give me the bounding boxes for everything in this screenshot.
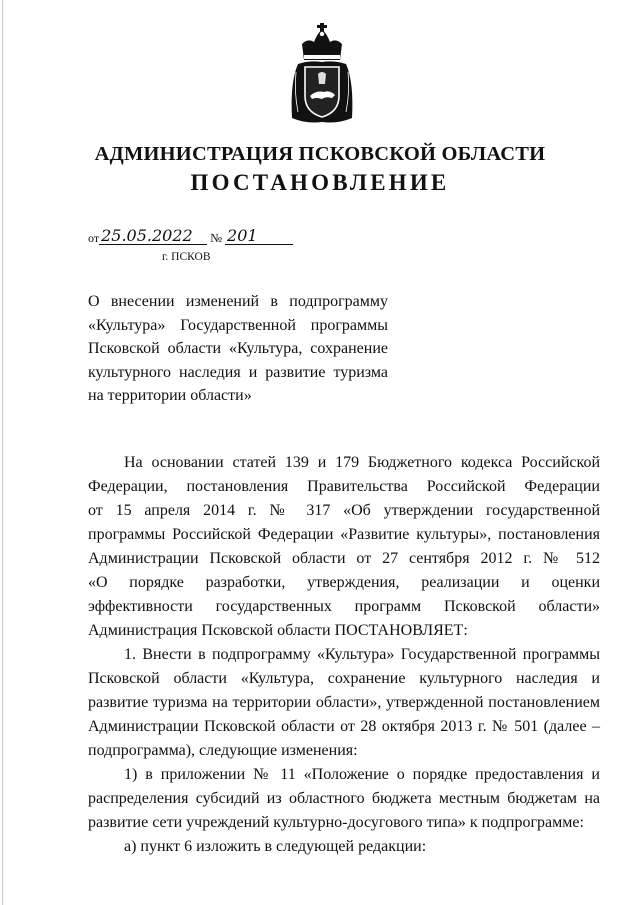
body-line: 1) в приложении № 11 «Положение о порядке предоставления и xyxy=(124,766,600,783)
body-line: Федерации, постановления Правительства Российской Федерации xyxy=(88,478,600,495)
handwritten-date: 25.05.2022 xyxy=(99,228,207,245)
subject-line: «Культура» Государственной программы xyxy=(88,316,388,334)
document-type-title: ПОСТАНОВЛЕНИЕ xyxy=(190,170,450,195)
subject-line: О внесении изменений в подпрограмму xyxy=(88,293,388,310)
subject-line: Псковской области «Культура, сохранение xyxy=(88,340,388,357)
body-line: Администрация Псковской области ПОСТАНОВЛЯЕТ: xyxy=(88,622,468,639)
city-label: г. ПСКОВ xyxy=(162,251,211,263)
body-line: развитие сети учреждений культурно-досугового типа» к подпрограмме: xyxy=(88,814,584,831)
date-prefix: от xyxy=(88,231,100,245)
body-line: распределения субсидий из областного бюджета местным бюджетам на xyxy=(88,790,600,807)
date-number-row xyxy=(88,226,293,251)
organization-title: АДМИНИСТРАЦИЯ ПСКОВСКОЙ ОБЛАСТИ xyxy=(94,143,546,165)
body-text xyxy=(88,451,600,859)
subject-block xyxy=(88,290,388,408)
body-line: программы Российской Федерации «Развитие культуры», постановления xyxy=(88,526,600,543)
subject-line: культурного наследия и развитие туризма xyxy=(88,363,388,381)
body-line: эффективности государственных программ Псковской области» xyxy=(88,598,600,615)
body-line: от 15 апреля 2014 г. № 317 «Об утверждении государственной xyxy=(88,502,600,519)
body-line: Администрации Псковской области от 28 октября 2013 г. № 501 (далее – xyxy=(88,718,600,735)
body-line: развитие туризма на территории области», утвержденной постановлением xyxy=(88,694,600,711)
body-line: На основании статей 139 и 179 Бюджетного кодекса Российской xyxy=(124,454,600,471)
body-line: а) пункт 6 изложить в следующей редакции: xyxy=(124,838,427,855)
number-prefix: № xyxy=(210,231,223,245)
body-line: Администрации Псковской области от 27 сентября 2012 г. № 512 xyxy=(88,550,600,567)
body-line: 1. Внести в подпрограмму «Культура» Государственной программы xyxy=(124,646,600,663)
coat-of-arms-emblem xyxy=(288,22,356,126)
body-line: Псковской области «Культура, сохранение культурного наследия и xyxy=(88,670,600,687)
subject-line: на территории области» xyxy=(88,387,252,404)
scan-edge xyxy=(2,0,3,905)
body-line: «О порядке разработки, утверждения, реализации и оценки xyxy=(88,574,600,591)
handwritten-number: 201 xyxy=(225,228,293,245)
body-line: подпрограмма), следующие изменения: xyxy=(88,742,358,759)
